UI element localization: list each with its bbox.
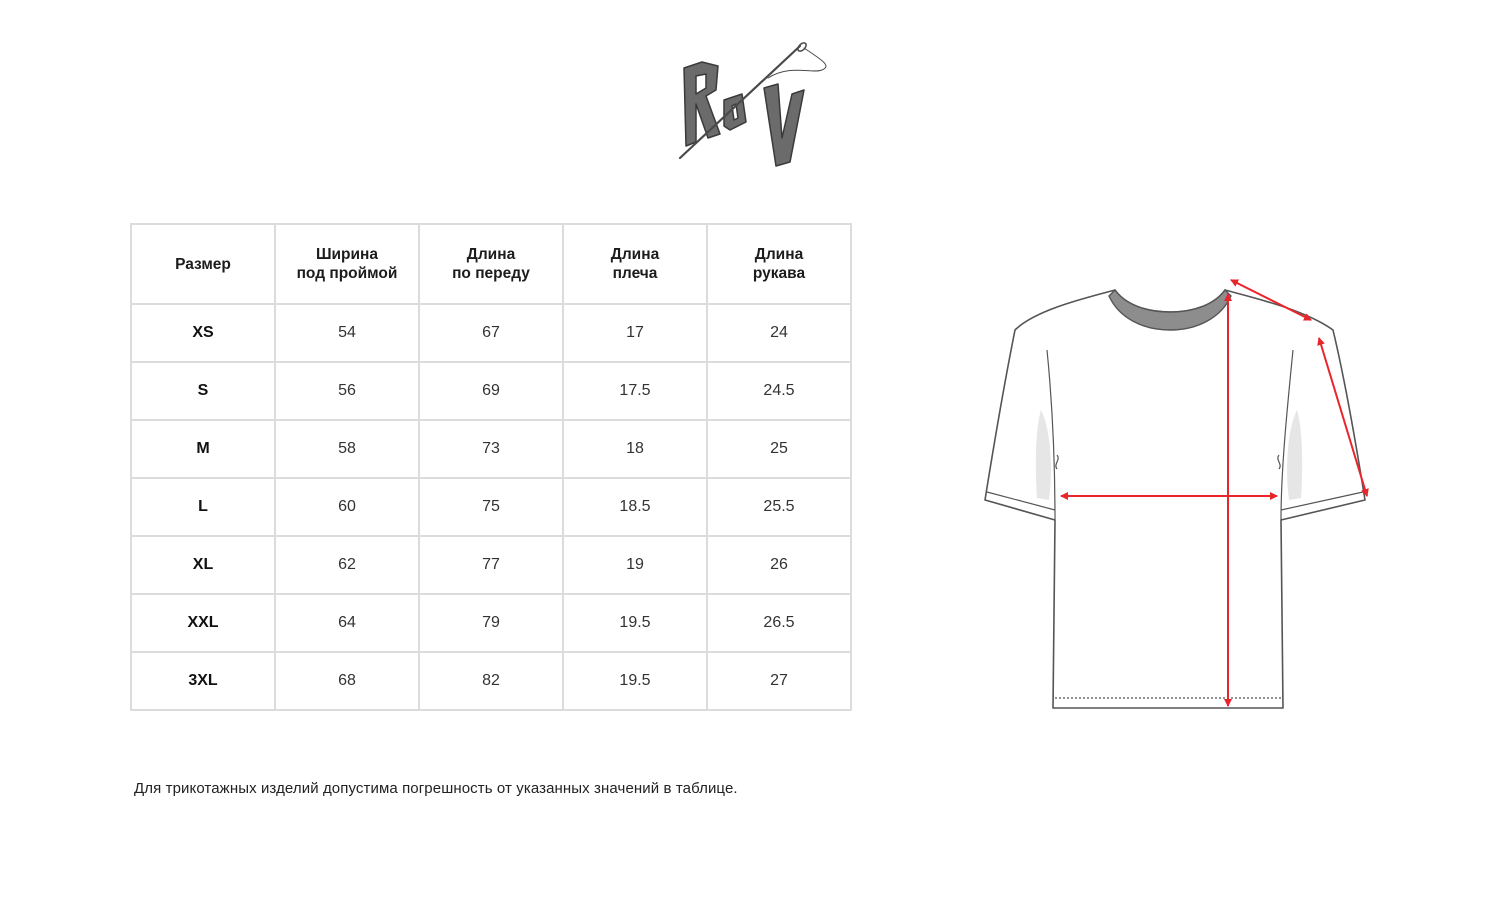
sleeve-length-cell: 26 bbox=[707, 536, 851, 594]
size-cell: XXL bbox=[131, 594, 275, 652]
chest-width-cell: 68 bbox=[275, 652, 419, 710]
front-length-cell: 82 bbox=[419, 652, 563, 710]
header-shoulder-length: Длина плеча bbox=[563, 224, 707, 304]
size-cell: XS bbox=[131, 304, 275, 362]
size-cell: M bbox=[131, 420, 275, 478]
chest-width-cell: 58 bbox=[275, 420, 419, 478]
chest-width-cell: 62 bbox=[275, 536, 419, 594]
size-cell: L bbox=[131, 478, 275, 536]
shoulder-length-cell: 18 bbox=[563, 420, 707, 478]
sleeve-length-cell: 24 bbox=[707, 304, 851, 362]
header-sleeve-length: Длина рукава bbox=[707, 224, 851, 304]
sleeve-length-cell: 25.5 bbox=[707, 478, 851, 536]
front-length-cell: 73 bbox=[419, 420, 563, 478]
table-row bbox=[131, 304, 851, 362]
chest-width-cell: 54 bbox=[275, 304, 419, 362]
front-length-cell: 67 bbox=[419, 304, 563, 362]
sleeve-length-cell: 25 bbox=[707, 420, 851, 478]
table-row bbox=[131, 594, 851, 652]
size-table bbox=[130, 223, 852, 711]
front-length-cell: 79 bbox=[419, 594, 563, 652]
table-header-row bbox=[131, 224, 851, 304]
size-cell: 3XL bbox=[131, 652, 275, 710]
chest-width-cell: 64 bbox=[275, 594, 419, 652]
size-cell: S bbox=[131, 362, 275, 420]
table-row bbox=[131, 420, 851, 478]
chest-width-cell: 60 bbox=[275, 478, 419, 536]
front-length-cell: 77 bbox=[419, 536, 563, 594]
size-cell: XL bbox=[131, 536, 275, 594]
sleeve-length-cell: 24.5 bbox=[707, 362, 851, 420]
table-row bbox=[131, 536, 851, 594]
front-length-cell: 69 bbox=[419, 362, 563, 420]
shoulder-length-cell: 19.5 bbox=[563, 594, 707, 652]
header-chest-width: Ширина под проймой bbox=[275, 224, 419, 304]
shoulder-length-cell: 17.5 bbox=[563, 362, 707, 420]
front-length-cell: 75 bbox=[419, 478, 563, 536]
tshirt-measurement-diagram-icon bbox=[975, 270, 1375, 720]
shoulder-length-cell: 18.5 bbox=[563, 478, 707, 536]
sleeve-length-cell: 26.5 bbox=[707, 594, 851, 652]
header-size: Размер bbox=[131, 224, 275, 304]
shoulder-length-cell: 19 bbox=[563, 536, 707, 594]
table-row bbox=[131, 362, 851, 420]
shoulder-length-cell: 17 bbox=[563, 304, 707, 362]
brand-logo-icon bbox=[672, 38, 832, 170]
footnote: Для трикотажных изделий допустима погрешность от указанных значений в таблице. bbox=[134, 780, 738, 797]
sleeve-length-cell: 27 bbox=[707, 652, 851, 710]
chest-width-cell: 56 bbox=[275, 362, 419, 420]
shoulder-length-cell: 19.5 bbox=[563, 652, 707, 710]
table-row bbox=[131, 652, 851, 710]
table-row bbox=[131, 478, 851, 536]
header-front-length: Длина по переду bbox=[419, 224, 563, 304]
